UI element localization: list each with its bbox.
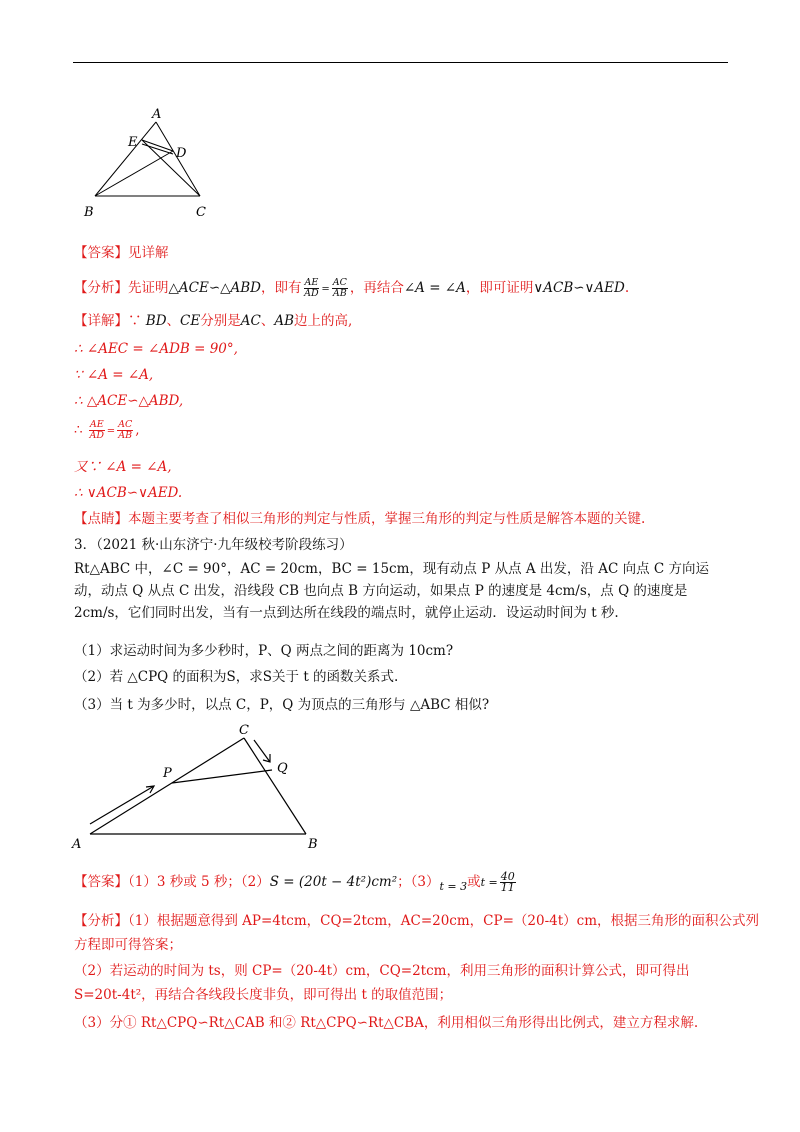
- question-3-body: Rt△ABC 中，∠C = 90°，AC = 20cm，BC = 15cm，现有动点 P 从点 A 出发，沿 AC 向点 C 方向运动，动点 Q 从点 C 出发，沿线段 CB 也向点 B 方向运动，如果点 P 的速度是 4cm/s，点 Q 的速度是 2cm/s，它们同时出发，当有一点到达所在线段的端点时，就停止运动．设运动时间为 t 秒.: [74, 561, 709, 621]
- analysis-1: 【分析】先证明△ACE∽△ABD，即有 $\frac{AE}{AD}$ = $\frac{AC}{AB}$ ，再结合∠A = ∠A，即可证明∨ACB∽∨AED.: [74, 277, 630, 299]
- detail-1-line-2: ∴ ∠AEC = ∠ADB = 90°,: [74, 341, 238, 357]
- analysis-3-line-1: 【分析】（1）根据题意得到 AP=4tcm，CQ=2tcm，AC=20cm，CP=（20-4t）cm，根据三角形的面积公式列: [74, 913, 760, 929]
- detail-1-line-7: ∴ ∨ACB∽∨AED.: [74, 485, 183, 501]
- triangle-figure-1: [80, 104, 220, 224]
- question-3-header: 3．（2021 秋·山东济宁·九年级校考阶段练习）: [74, 537, 353, 553]
- detail-1-line-1: 【详解】∵ BD、CE分别是AC、AB边上的高,: [74, 313, 353, 329]
- analysis-3-line-3: （2）若运动的时间为 ts，则 CP=（20-4t）cm，CQ=2tcm，利用三角形的面积计算公式，即可得出: [74, 963, 690, 979]
- label-a-2: A: [72, 837, 82, 852]
- label-a: A: [152, 107, 162, 122]
- detail-1-line-5: ∴ $\frac{AE}{AD}$ = $\frac{AC}{AB}$ ,: [74, 419, 140, 441]
- label-b-2: B: [308, 837, 318, 852]
- label-c: C: [196, 205, 206, 220]
- detail-1-line-6: 又∵ ∠A = ∠A,: [74, 459, 172, 475]
- answer-1: 【答案】见详解: [74, 245, 169, 261]
- label-q: Q: [277, 761, 288, 776]
- analysis-3-line-4: S=20t-4t²，再结合各线段长度非负，即可得出 t 的取值范围；: [74, 987, 453, 1003]
- label-d: D: [176, 146, 187, 161]
- comment-1: 【点睛】本题主要考查了相似三角形的判定与性质，掌握三角形的判定与性质是解答本题的关键.: [74, 511, 646, 527]
- triangle-figure-2: [66, 720, 336, 855]
- detail-1-line-3: ∵ ∠A = ∠A,: [74, 367, 154, 383]
- analysis-3-line-2: 方程即可得答案；: [74, 937, 182, 953]
- label-c-2: C: [239, 723, 249, 738]
- header-rule: [73, 62, 728, 63]
- label-e: E: [128, 135, 138, 150]
- question-3-sub-3: （3）当 t 为多少时，以点 C，P，Q 为顶点的三角形与 △ABC 相似?: [74, 697, 490, 713]
- analysis-3-line-5: （3）分① Rt△CPQ∽Rt△CAB 和② Rt△CPQ∽Rt△CBA，利用相似三角形得出比例式，建立方程求解.: [74, 1015, 699, 1031]
- label-b: B: [84, 205, 94, 220]
- answer-3: 【答案】（1）3 秒或 5 秒；（2）S = (20t − 4t²)cm²；$(3)_{t = 3}$或t = $\frac{40}{11}$: [74, 870, 515, 894]
- question-3-sub-1: （1）求运动时间为多少秒时，P、Q 两点之间的距离为 10cm?: [74, 643, 454, 659]
- detail-1-line-4: ∴ △ACE∽△ABD,: [74, 393, 184, 409]
- question-3-sub-2: （2）若 △CPQ 的面积为S，求S关于 t 的函数关系式.: [74, 669, 399, 685]
- label-p: P: [163, 766, 172, 781]
